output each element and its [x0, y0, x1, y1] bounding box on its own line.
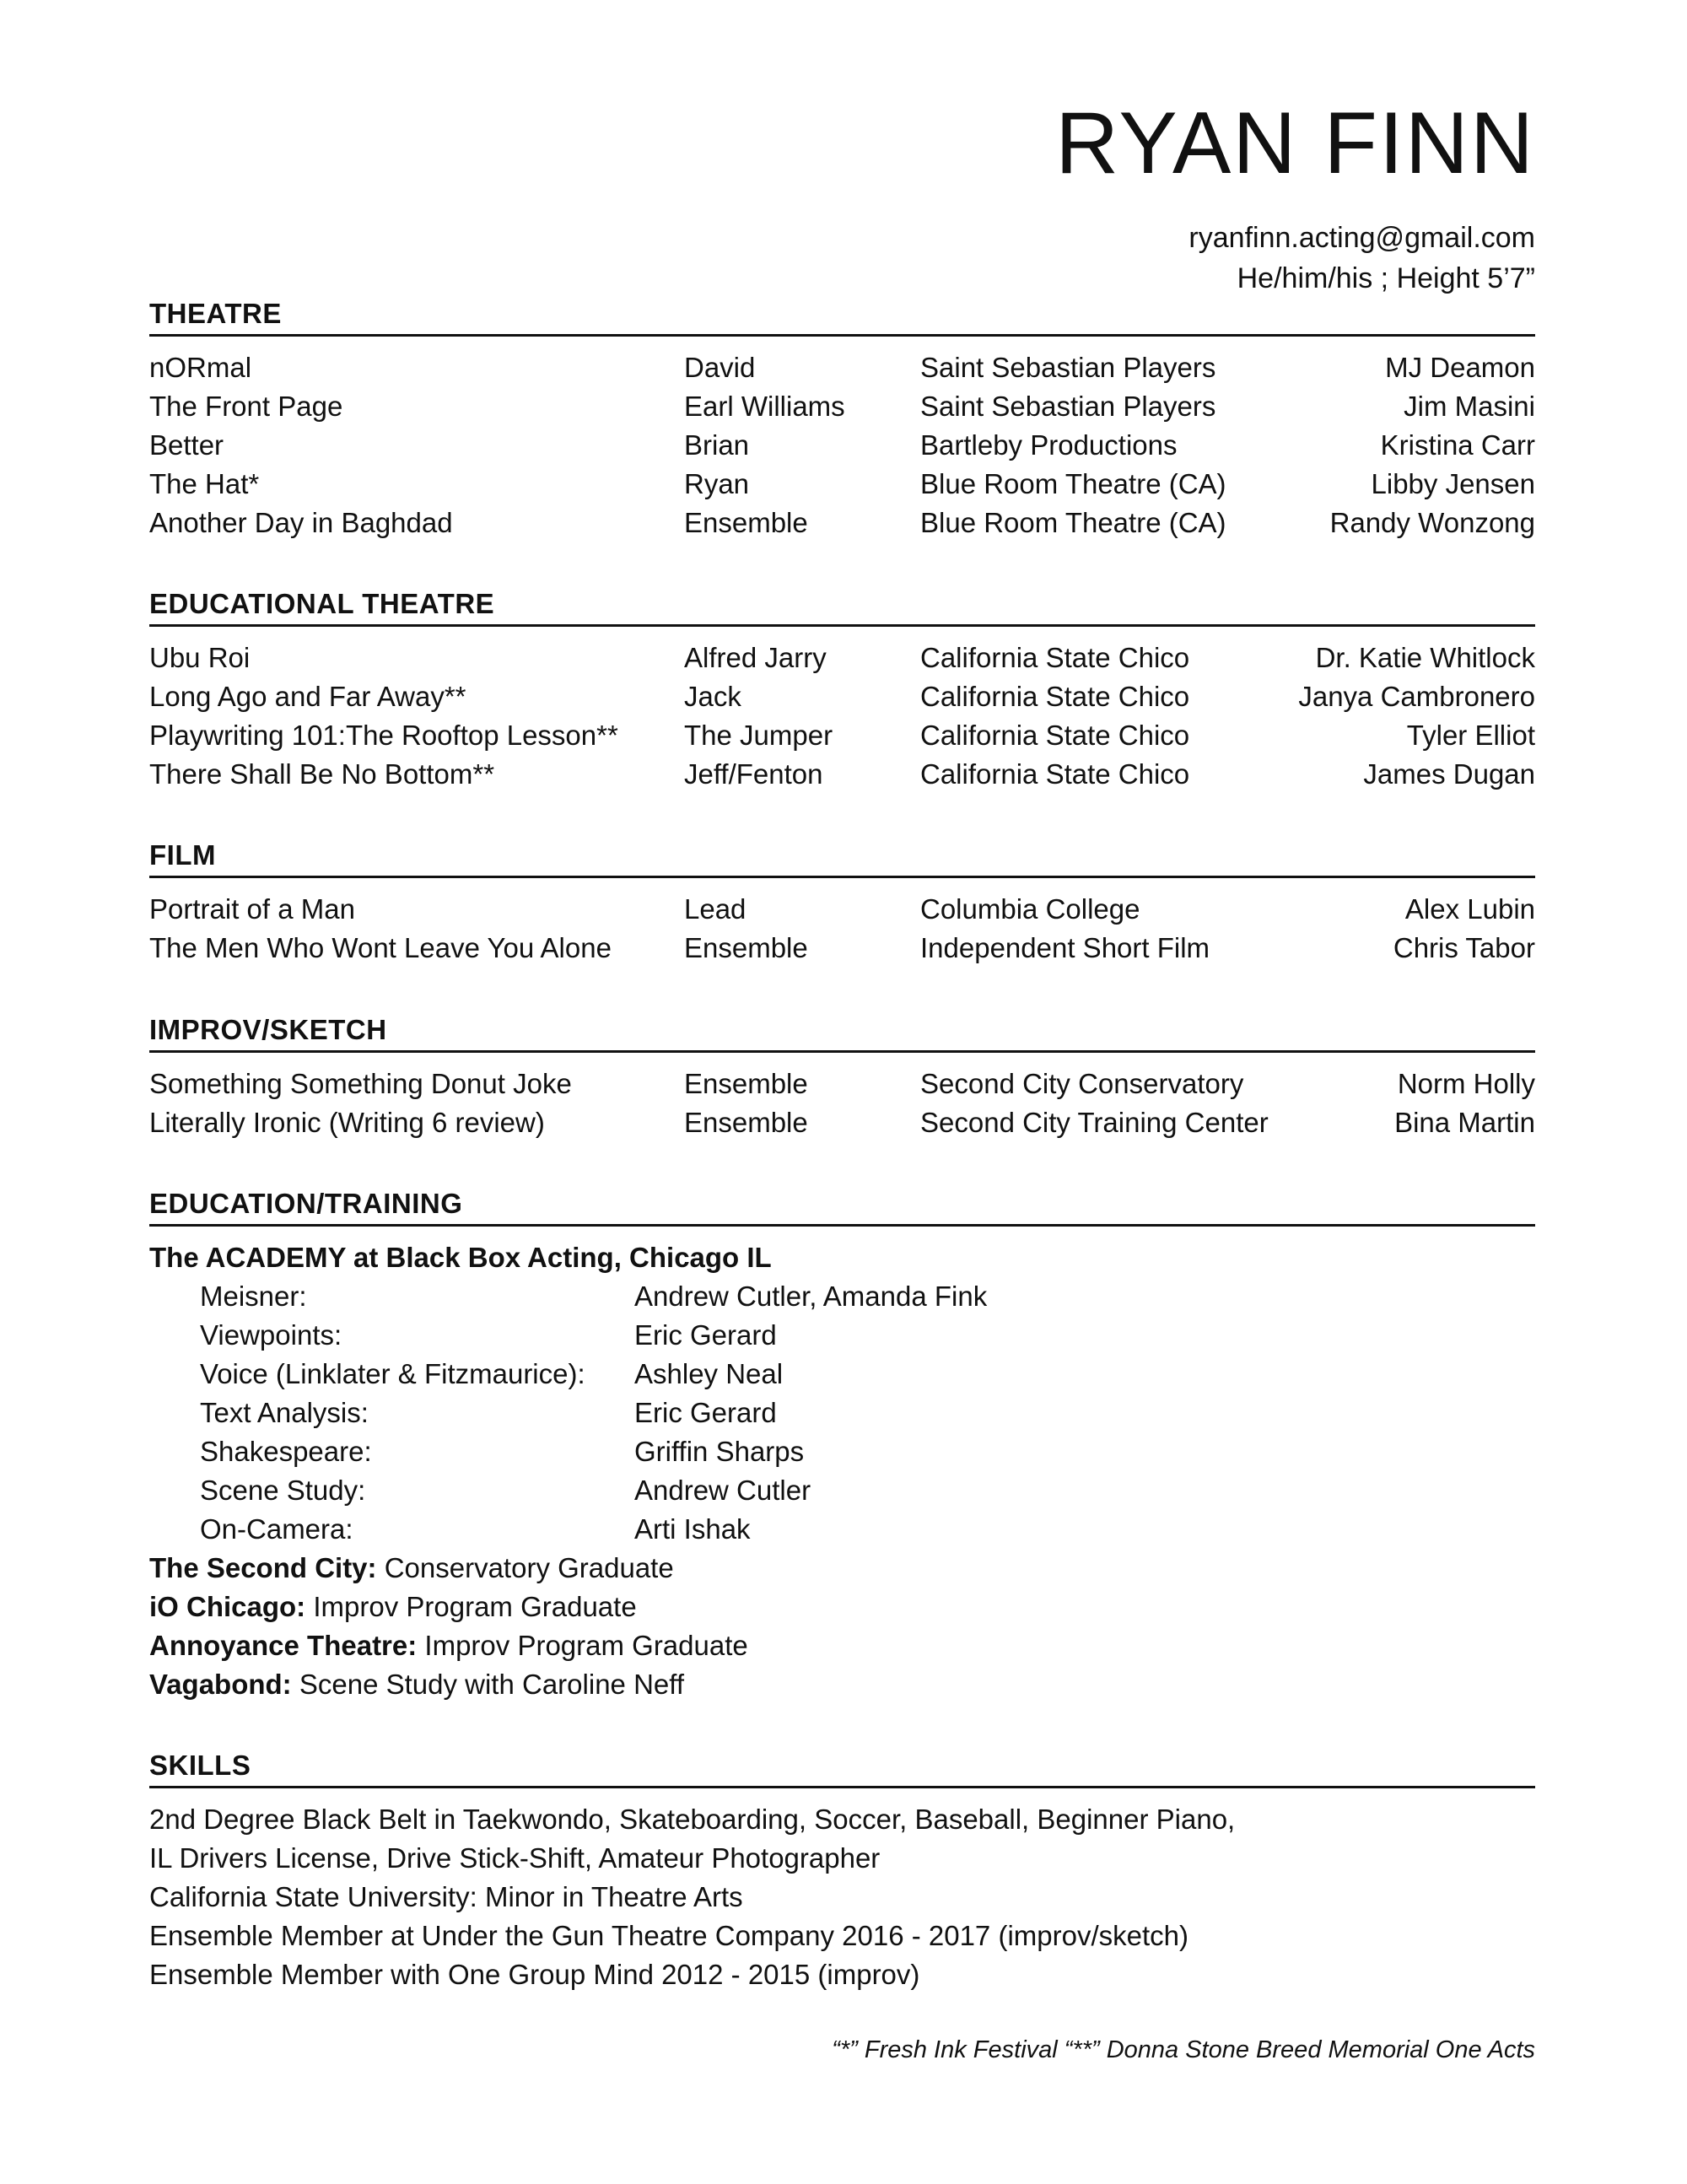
credit-role: Lead [684, 893, 746, 925]
credit-title: Portrait of a Man [149, 893, 355, 925]
credit-company: Second City Conservatory [920, 1068, 1244, 1099]
credit-role: Jack [684, 681, 741, 712]
credit-company: Columbia College [920, 893, 1140, 925]
credit-company: California State Chico [920, 720, 1190, 751]
credit-director: MJ Deamon [1385, 352, 1535, 383]
section-heading: THEATRE [149, 297, 1535, 337]
training-detail: Conservatory Graduate [376, 1552, 674, 1583]
section-heading: EDUCATION/TRAINING [149, 1187, 1535, 1227]
skill-line: Ensemble Member with One Group Mind 2012 - 2015 (improv) [149, 1959, 920, 1990]
class-subject: Meisner: [200, 1281, 307, 1312]
training-line [149, 1549, 1535, 1588]
credit-company: Saint Sebastian Players [920, 391, 1216, 422]
film-section [149, 839, 1535, 968]
credit-role: Ensemble [684, 1107, 808, 1138]
credit-row [149, 426, 1535, 465]
training-detail: Improv Program Graduate [417, 1630, 748, 1661]
class-subject: Scene Study: [200, 1475, 366, 1506]
credit-role: Ensemble [684, 507, 808, 538]
footnote: “*” Fresh Ink Festival “**” Donna Stone Breed Memorial One Acts [832, 2036, 1535, 2063]
email-address[interactable]: ryanfinn.acting@gmail.com [1188, 222, 1535, 254]
credit-role: David [684, 352, 756, 383]
credit-row [149, 677, 1535, 716]
credit-title: Long Ago and Far Away** [149, 681, 466, 712]
class-row [149, 1316, 1535, 1355]
credit-director: James Dugan [1363, 758, 1535, 790]
credit-title: Literally Ironic (Writing 6 review) [149, 1107, 545, 1138]
credit-row [149, 755, 1535, 794]
credit-title: Ubu Roi [149, 642, 251, 673]
class-teacher: Andrew Cutler, Amanda Fink [634, 1281, 988, 1312]
credit-row [149, 348, 1535, 387]
credit-row [149, 387, 1535, 426]
resume-header [1055, 94, 1535, 299]
contact-info [1055, 218, 1535, 299]
credit-title: The Hat* [149, 468, 260, 499]
training-line [149, 1665, 1535, 1704]
actor-name: RYAN FINN [1055, 94, 1535, 192]
skill-line: Ensemble Member at Under the Gun Theatre Company 2016 - 2017 (improv/sketch) [149, 1920, 1188, 1951]
skills-section [149, 1749, 1535, 1994]
class-row [149, 1277, 1535, 1316]
credit-row [149, 890, 1535, 929]
training-detail: Scene Study with Caroline Neff [291, 1669, 684, 1700]
credit-company: Saint Sebastian Players [920, 352, 1216, 383]
credit-company: Blue Room Theatre (CA) [920, 507, 1226, 538]
credit-director: Alex Lubin [1404, 893, 1535, 925]
credit-company: Blue Room Theatre (CA) [920, 468, 1226, 499]
credit-title: Better [149, 429, 224, 461]
section-heading: EDUCATIONAL THEATRE [149, 587, 1535, 627]
class-teacher: Andrew Cutler [634, 1475, 811, 1506]
credit-role: The Jumper [684, 720, 833, 751]
credit-title: Another Day in Baghdad [149, 507, 453, 538]
credit-row [149, 1065, 1535, 1103]
credit-company: Second City Training Center [920, 1107, 1269, 1138]
credit-role: Alfred Jarry [684, 642, 827, 673]
class-subject: On-Camera: [200, 1513, 353, 1545]
credit-row [149, 1103, 1535, 1142]
primary-school: The ACADEMY at Black Box Acting, Chicago IL [149, 1242, 772, 1273]
credit-role: Ryan [684, 468, 750, 499]
class-row [149, 1394, 1535, 1432]
section-heading: FILM [149, 839, 1535, 878]
skill-line: 2nd Degree Black Belt in Taekwondo, Skateboarding, Soccer, Baseball, Beginner Piano, [149, 1804, 1236, 1835]
class-teacher: Griffin Sharps [634, 1436, 805, 1467]
educational-theatre-section [149, 587, 1535, 794]
class-row [149, 1355, 1535, 1394]
education-training-section [149, 1187, 1535, 1704]
credit-role: Jeff/Fenton [684, 758, 823, 790]
training-line [149, 1626, 1535, 1665]
credit-director: Randy Wonzong [1329, 507, 1535, 538]
credit-title: Playwriting 101:The Rooftop Lesson** [149, 720, 618, 751]
section-heading: SKILLS [149, 1749, 1535, 1788]
credit-director: Bina Martin [1394, 1107, 1535, 1138]
class-teacher: Eric Gerard [634, 1397, 777, 1428]
credit-company: Independent Short Film [920, 932, 1210, 963]
skill-line: IL Drivers License, Drive Stick-Shift, Amateur Photographer [149, 1842, 881, 1874]
credit-role: Earl Williams [684, 391, 845, 422]
credit-row [149, 716, 1535, 755]
credit-role: Ensemble [684, 1068, 808, 1099]
class-subject: Viewpoints: [200, 1319, 342, 1351]
credit-director: Libby Jensen [1371, 468, 1535, 499]
training-school: The Second City: [149, 1552, 377, 1583]
credit-director: Tyler Elliot [1406, 720, 1535, 751]
credit-company: Bartleby Productions [920, 429, 1178, 461]
credit-row [149, 929, 1535, 968]
class-subject: Text Analysis: [200, 1397, 369, 1428]
credit-row [149, 465, 1535, 504]
class-row [149, 1471, 1535, 1510]
training-line [149, 1588, 1535, 1626]
credit-company: California State Chico [920, 642, 1190, 673]
class-subject: Voice (Linklater & Fitzmaurice): [200, 1358, 585, 1389]
credit-director: Chris Tabor [1393, 932, 1535, 963]
class-teacher: Eric Gerard [634, 1319, 777, 1351]
credit-row [149, 504, 1535, 542]
skill-line: California State University: Minor in Theatre Arts [149, 1881, 743, 1912]
credit-title: The Men Who Wont Leave You Alone [149, 932, 612, 963]
improv-sketch-section [149, 1013, 1535, 1142]
training-school: Annoyance Theatre: [149, 1630, 418, 1661]
credit-director: Janya Cambronero [1298, 681, 1535, 712]
theatre-section [149, 297, 1535, 542]
credit-company: California State Chico [920, 758, 1190, 790]
class-subject: Shakespeare: [200, 1436, 372, 1467]
credit-title: nORmal [149, 352, 252, 383]
credit-director: Kristina Carr [1380, 429, 1535, 461]
training-detail: Improv Program Graduate [305, 1591, 637, 1622]
credit-title: There Shall Be No Bottom** [149, 758, 495, 790]
credit-role: Brian [684, 429, 750, 461]
credit-role: Ensemble [684, 932, 808, 963]
training-school: iO Chicago: [149, 1591, 306, 1622]
credit-company: California State Chico [920, 681, 1190, 712]
class-row [149, 1432, 1535, 1471]
personal-details: He/him/his ; Height 5’7” [1237, 262, 1535, 294]
credit-title: The Front Page [149, 391, 343, 422]
section-heading: IMPROV/SKETCH [149, 1013, 1535, 1053]
credit-director: Norm Holly [1397, 1068, 1535, 1099]
class-teacher: Arti Ishak [634, 1513, 751, 1545]
credit-director: Dr. Katie Whitlock [1315, 642, 1535, 673]
credit-row [149, 639, 1535, 677]
class-teacher: Ashley Neal [634, 1358, 784, 1389]
class-row [149, 1510, 1535, 1549]
training-school: Vagabond: [149, 1669, 292, 1700]
credit-director: Jim Masini [1404, 391, 1535, 422]
credit-title: Something Something Donut Joke [149, 1068, 572, 1099]
